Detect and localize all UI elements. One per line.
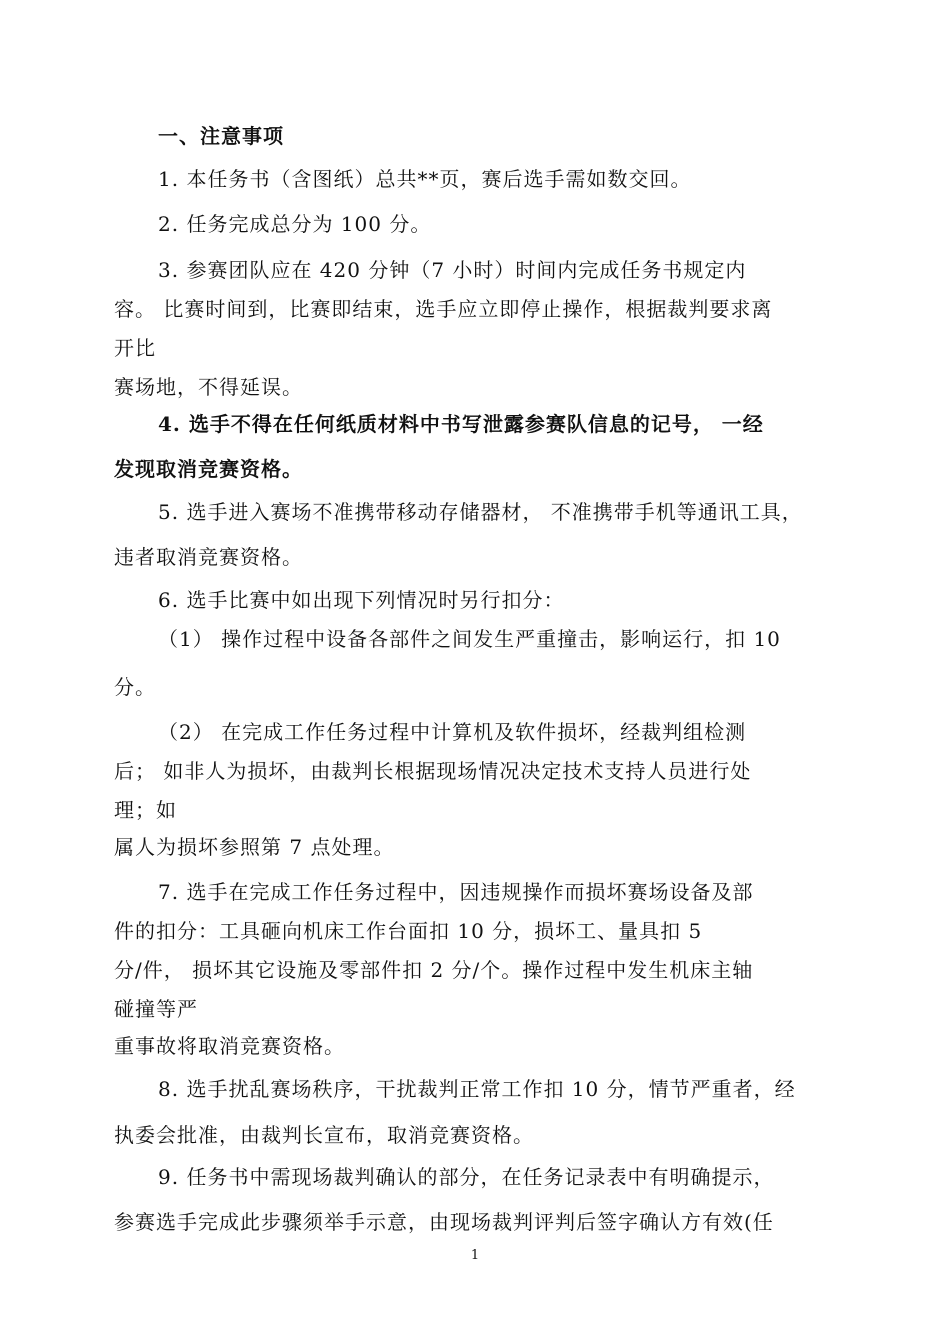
item-6-sub-2-line-4: 属人为损坏参照第 7 点处理。 (114, 835, 395, 859)
item-6-sub-1-line-1: （1） 操作过程中设备各部件之间发生严重撞击，影响运行，扣 10 (158, 627, 781, 651)
section-heading: 一、注意事项 (158, 124, 284, 148)
item-1: 1. 本任务书（含图纸）总共**页，赛后选手需如数交回。 (158, 167, 692, 191)
item-8-line-1: 8. 选手扰乱赛场秩序，干扰裁判正常工作扣 10 分，情节严重者，经 (158, 1077, 796, 1101)
item-6-sub-1-line-2: 分。 (114, 675, 156, 699)
item-7-line-2: 件的扣分：工具砸向机床工作台面扣 10 分，损坏工、量具扣 5 (114, 919, 703, 943)
item-3-line-1: 3. 参赛团队应在 420 分钟（7 小时）时间内完成任务书规定内 (158, 258, 747, 282)
item-3-line-3: 开比 (114, 336, 156, 360)
item-7-line-1: 7. 选手在完成工作任务过程中，因违规操作而损坏赛场设备及部 (158, 880, 754, 904)
item-7-line-5: 重事故将取消竞赛资格。 (114, 1034, 345, 1058)
item-7-line-3: 分/件， 损坏其它设施及零部件扣 2 分/个。操作过程中发生机床主轴 (114, 958, 754, 982)
item-9-line-2: 参赛选手完成此步骤须举手示意，由现场裁判评判后签字确认方有效(任 (114, 1210, 774, 1234)
page-number: 1 (470, 1248, 480, 1263)
item-4-line-1: 4. 选手不得在任何纸质材料中书写泄露参赛队信息的记号， 一经 (158, 412, 764, 436)
item-3-line-2: 容。 比赛时间到，比赛即结束，选手应立即停止操作，根据裁判要求离 (114, 297, 773, 321)
item-6-sub-2-line-1: （2） 在完成工作任务过程中计算机及软件损坏，经裁判组检测 (158, 720, 747, 744)
item-3-line-4: 赛场地，不得延误。 (114, 375, 303, 399)
item-2: 2. 任务完成总分为 100 分。 (158, 212, 432, 236)
item-9-line-1: 9. 任务书中需现场裁判确认的部分，在任务记录表中有明确提示， (158, 1165, 775, 1189)
item-6: 6. 选手比赛中如出现下列情况时另行扣分： (158, 588, 565, 612)
item-5-line-1: 5. 选手进入赛场不准携带移动存储器材， 不准携带手机等通讯工具， (158, 500, 803, 524)
item-4-line-2: 发现取消竞赛资格。 (114, 457, 303, 481)
item-5-line-2: 违者取消竞赛资格。 (114, 545, 303, 569)
item-8-line-2: 执委会批准，由裁判长宣布，取消竞赛资格。 (114, 1123, 534, 1147)
item-6-sub-2-line-3: 理；如 (114, 798, 177, 822)
item-6-sub-2-line-2: 后； 如非人为损坏，由裁判长根据现场情况决定技术支持人员进行处 (114, 759, 752, 783)
item-7-line-4: 碰撞等严 (114, 997, 198, 1021)
